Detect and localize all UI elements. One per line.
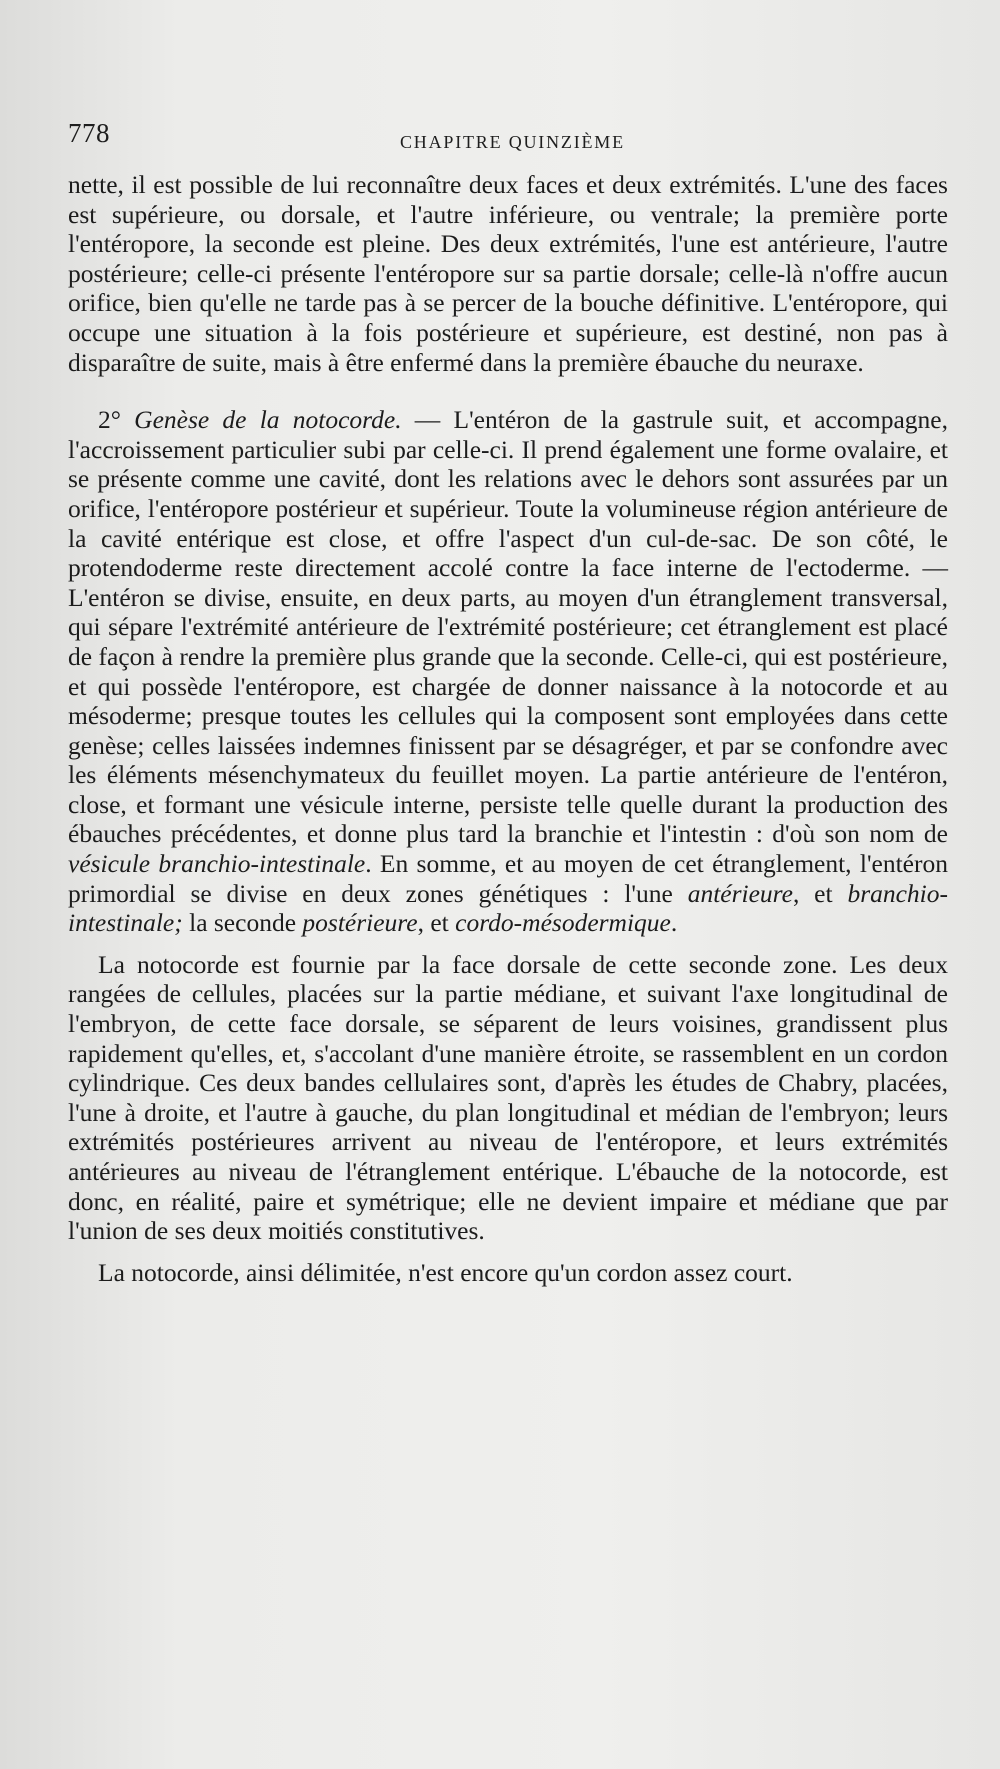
paragraph-4: La notocorde, ainsi délimitée, n'est encore qu'un cordon assez court. xyxy=(98,1257,793,1287)
section-title: Genèse de la notocorde. xyxy=(134,405,402,435)
term-branchio-intestinale: branchio-intestinale; xyxy=(68,878,949,938)
section-number: 2° xyxy=(98,405,121,435)
paragraph-2-text-f: . xyxy=(670,908,678,938)
paragraph-2-text-c: , et xyxy=(792,878,848,908)
paragraph-2-text-a: — L'entéron de la gastrule suit, et accompagne, l'accroissement particulier subi par celle-ci. Il prend également une forme ovalaire, et se présente comme une cavité, dont les relations avec le dehors sont assurées par un orifice, l'entéropore postérieur et supérieur. Toute la volumineuse région antérieure de la cavité entérique est close, et offre l'aspect d'un cul-de-sac. De son côté, le protendoderme reste directement accolé contre la face interne de l'ectoderme. — L'entéron se divise, ensuite, en deux parts, au moyen d'un étranglement transversal, qui sépare l'extrémité antérieure de l'extrémité postérieure; cet étranglement est placé de façon à rendre la première plus grande que la seconde. Celle-ci, qui est postérieure, et qui possède l'entéropore, est chargée de donner naissance à la notocorde et au mésoderme; presque toutes les cellules qui la composent sont employées dans cette genèse; celles laissées indemnes finissent par se désagréger, et par se confondre avec les éléments mésenchymateux du feuillet moyen. La partie antérieure de l'entéron, close, et formant une vésicule interne, persiste telle quelle durant la production des ébauches précédentes, et donne plus tard la branchie et l'intestin : d'où son nom de xyxy=(68,405,949,849)
paragraph-2-text-b: . En somme, et au moyen de cet étranglement, l'entéron primordial se divise en deux zones génétiques : l'une xyxy=(68,849,948,908)
page-header xyxy=(68,118,948,158)
term-cordo-mesodermique: cordo-mésodermique xyxy=(455,908,671,938)
paragraph-2-text-d: la seconde xyxy=(182,908,303,938)
paragraph-2-text-e: , et xyxy=(417,908,456,938)
term-vesicule: vésicule branchio-intestinale xyxy=(68,849,366,879)
paragraph-2 xyxy=(68,405,948,938)
paragraph-1: nette, il est possible de lui reconnaître deux faces et deux extrémités. L'une des faces est supérieure, ou dorsale, et l'autre inférieure, ou ventrale; la première porte l'entéropore, la seconde est pleine. Des deux extrémités, l'une est antérieure, l'autre postérieure; celle-ci présente l'entéropore sur sa partie dorsale; celle-là n'offre aucun orifice, bien qu'elle ne tarde pas à se percer de la bouche définitive. L'entéropore, qui occupe une situation à la fois postérieure et supérieure, est destiné, non pas à disparaître de suite, mais à être enfermé dans la première ébauche du neuraxe. xyxy=(68,170,948,377)
paragraph-3: La notocorde est fournie par la face dorsale de cette seconde zone. Les deux rangées de cellules, placées sur la partie médiane, et suivant l'axe longitudinal de l'embryon, de cette face dorsale, se séparent de leurs voisines, grandissent plus rapidement qu'elles, et, s'accolant d'une manière étroite, se rassemblent en un cordon cylindrique. Ces deux bandes cellulaires sont, d'après les études de Chabry, placées, l'une à droite, et l'autre à gauche, du plan longitudinal et médian de l'embryon; leurs extrémités postérieures arrivent au niveau de l'entéropore, et leurs extrémités antérieures au niveau de l'étranglement entérique. L'ébauche de la notocorde, est donc, en réalité, paire et symétrique; elle ne devient impaire et médiane que par l'union de ses deux moitiés constitutives. xyxy=(68,949,948,1246)
term-anterieure: antérieure xyxy=(687,878,793,908)
running-head: CHAPITRE QUINZIÈME xyxy=(400,132,625,152)
page-number: 778 xyxy=(68,118,110,148)
body-text xyxy=(68,170,948,1287)
term-posterieure: postérieure xyxy=(302,908,418,938)
